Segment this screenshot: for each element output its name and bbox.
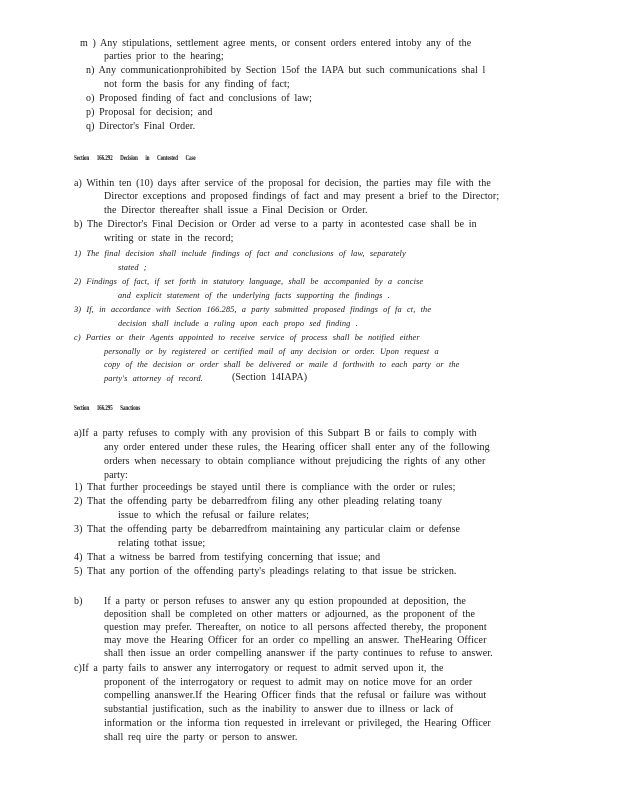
s1-line-a1: a) Within ten (10) days after service of the proposal for decision, the parties may file with the — [74, 178, 491, 189]
s2-item-c-6: shall req uire the party or person to answer. — [104, 732, 298, 743]
s2-item-b-1: If a party or person refuses to answer any qu estion propounded at deposition, the — [104, 596, 466, 607]
s1-item-c-cont-1: personally or by registered or certified mail of any decision or order. Upon request a — [104, 347, 439, 356]
s2-item-b-5: shall then issue an order compelling ananswer if the party continues to refuse to answer. — [104, 648, 493, 659]
s2-item-5: 5) That any portion of the offending party's pleadings relating to that issue be stricken. — [74, 566, 457, 577]
item-n: n) Any communicationprohibited by Section 15of the IAPA but such communications shal l — [86, 65, 486, 76]
s1-item-2-cont: and explicit statement of the underlying facts supporting the findings . — [118, 291, 390, 300]
section-166-295-heading: Section 166.295 Sanctions — [74, 404, 141, 412]
item-p: p) Proposal for decision; and — [86, 107, 213, 118]
item-m: m ) Any stipulations, settlement agree ments, or consent orders entered intoby any of the — [80, 38, 472, 49]
s1-item-c-cont-2: copy of the decision or order shall be delivered or maile d forthwith to each party or the — [104, 360, 460, 369]
item-o: o) Proposed finding of fact and conclusions of law; — [86, 93, 313, 104]
s2-item-c-1: c)If a party fails to answer any interrogatory or request to admit served upon it, the — [74, 663, 444, 674]
s1-line-b1: b) The Director's Final Decision or Order ad verse to a party in acontested case shall be in — [74, 219, 477, 230]
s2-line-a2: any order entered under these rules, the Hearing officer shall enter any of the following — [104, 442, 490, 453]
s1-item-1-cont: stated ; — [118, 263, 147, 272]
s1-item-3: 3) If, in accordance with Section 166.285, a party submitted proposed findings of fa ct, the — [74, 305, 432, 314]
s2-item-4: 4) That a witness be barred from testifying concerning that issue; and — [74, 552, 381, 563]
s2-line-a3: orders when necessary to obtain compliance without prejudicing the rights of any other — [104, 456, 486, 467]
s2-item-b-4: may move the Hearing Officer for an order co mpelling an answer. TheHearing Officer — [104, 635, 487, 646]
s1-item-2: 2) Findings of fact, if set forth in statutory language, shall be accompanied by a concise — [74, 277, 424, 286]
s1-item-c: c) Parties or their Agents appointed to receive service of process shall be notified either — [74, 333, 420, 342]
s1-citation: (Section 14IAPA) — [232, 372, 308, 383]
item-m-cont: parties prior to the hearing; — [104, 51, 224, 62]
s2-line-a1: a)If a party refuses to comply with any provision of this Subpart B or fails to comply with — [74, 428, 477, 439]
s2-line-a4: party: — [104, 470, 128, 481]
s1-item-1: 1) The final decision shall include findings of fact and conclusions of law, separately — [74, 249, 406, 258]
s2-item-1: 1) That further proceedings be stayed until there is compliance with the order or rules; — [74, 482, 456, 493]
s1-line-a3: the Director thereafter shall issue a Final Decision or Order. — [104, 205, 368, 216]
s1-line-b2: writing or state in the record; — [104, 233, 234, 244]
s1-line-a2: Director exceptions and proposed findings of fact and may present a brief to the Director; — [104, 191, 500, 202]
s2-item-c-5: information or the informa tion requested in irrelevant or privileged, the Hearing Officer — [104, 718, 491, 729]
s2-item-2-cont: issue to which the refusal or failure relates; — [118, 510, 310, 521]
s1-item-c-cont-3: party's attorney of record. — [104, 374, 203, 383]
item-q: q) Director's Final Order. — [86, 121, 196, 132]
s2-item-b-label: b) — [74, 596, 83, 607]
section-166-292-heading: Section 166.292 Decision in Contested Case — [74, 154, 196, 162]
s2-item-c-3: compelling ananswer.If the Hearing Officer finds that the refusal or failure was without — [104, 690, 487, 701]
item-n-cont: not form the basis for any finding of fact; — [104, 79, 290, 90]
s2-item-2: 2) That the offending party be debarredfrom filing any other pleading relating toany — [74, 496, 443, 507]
s1-item-3-cont: decision shall include a ruling upon each propo sed finding . — [118, 319, 358, 328]
s2-item-c-4: substantial justification, such as the inability to answer due to illness or lack of — [104, 704, 454, 715]
s2-item-b-3: question may prefer. Thereafter, on notice to all persons affected thereby, the proponent — [104, 622, 487, 633]
s2-item-3-cont: relating tothat issue; — [118, 538, 206, 549]
s2-item-3: 3) That the offending party be debarredfrom maintaining any particular claim or defense — [74, 524, 461, 535]
s2-item-c-2: proponent of the interrogatory or request to admit may on notice move for an order — [104, 677, 473, 688]
s2-item-b-2: deposition shall be completed on other matters or adjourned, as the proponent of the — [104, 609, 475, 620]
